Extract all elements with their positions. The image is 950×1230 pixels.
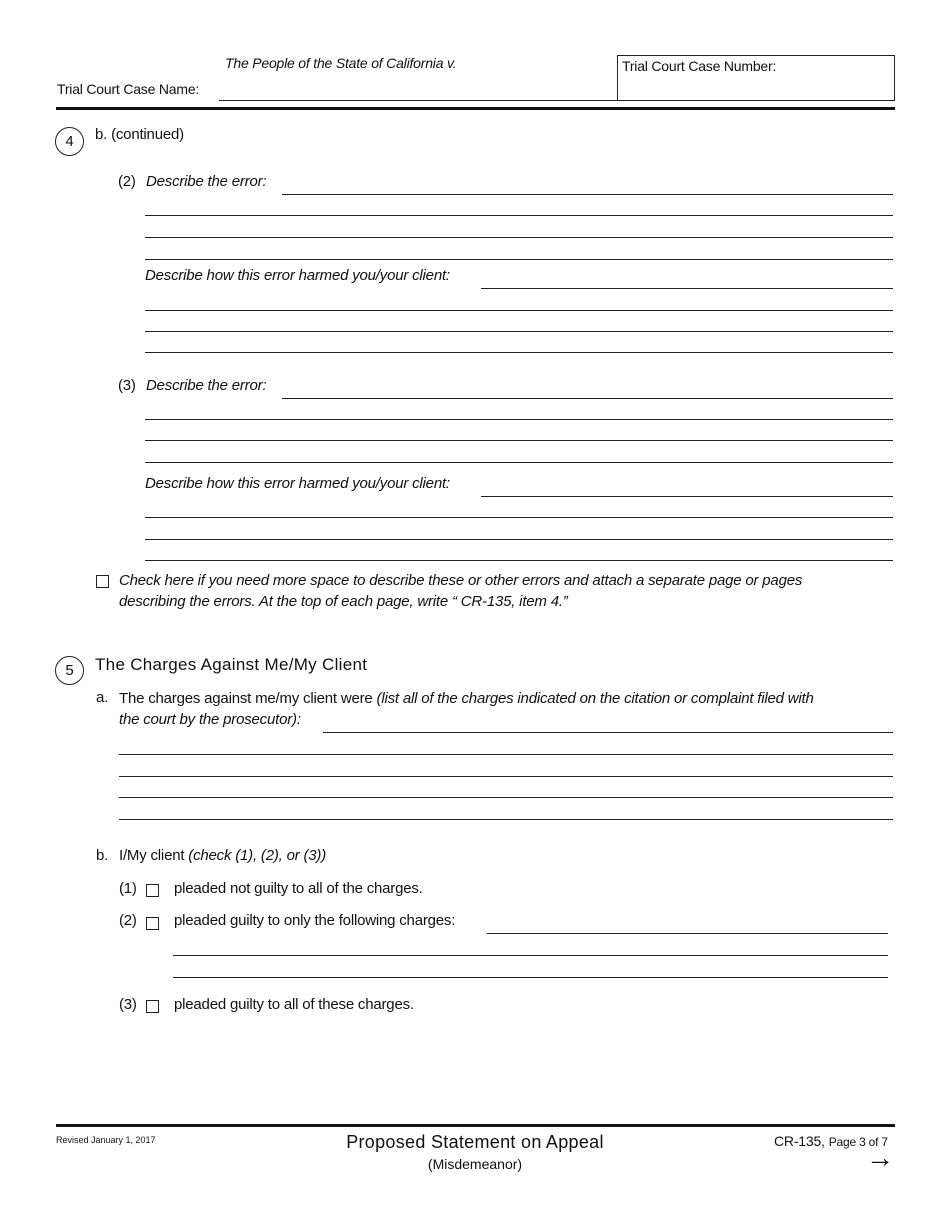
- error-2-describe-line[interactable]: [145, 215, 893, 216]
- charges-line[interactable]: [119, 797, 893, 798]
- error-3-describe-label: Describe the error:: [146, 377, 267, 394]
- more-space-text-line2: describing the errors. At the top of each page, write “ CR-135, item 4.”: [119, 593, 568, 610]
- error-3-harm-line[interactable]: [481, 496, 893, 497]
- case-number-box[interactable]: [617, 55, 895, 101]
- item-4-number: 4: [55, 127, 84, 156]
- form-id: CR-135,: [774, 1133, 825, 1149]
- error-3-harm-line[interactable]: [145, 539, 893, 540]
- error-2-harm-label: Describe how this error harmed you/your client:: [145, 267, 450, 284]
- guilty-charges-line[interactable]: [173, 977, 888, 978]
- item-5b-letter: b.: [96, 847, 109, 864]
- revised-date: Revised January 1, 2017: [56, 1135, 156, 1145]
- item-5a-letter: a.: [96, 689, 109, 706]
- error-3-describe-line[interactable]: [145, 440, 893, 441]
- charges-line[interactable]: [119, 776, 893, 777]
- plea-option-1-checkbox[interactable]: [146, 884, 159, 897]
- item-5-heading: The Charges Against Me/My Client: [95, 655, 368, 674]
- case-name-label: Trial Court Case Name:: [57, 81, 200, 97]
- page-number: Page 3 of 7: [828, 1135, 888, 1149]
- item-5a-text: The charges against me/my client were (list all of the charges indicated on the citation or complaint filed with: [119, 690, 814, 707]
- charges-line[interactable]: [119, 819, 893, 820]
- plea-option-3-label: pleaded guilty to all of these charges.: [174, 996, 414, 1013]
- header-divider: [56, 107, 895, 110]
- error-2-describe-line[interactable]: [145, 237, 893, 238]
- case-number-label: Trial Court Case Number:: [622, 58, 777, 74]
- charges-line[interactable]: [323, 732, 893, 733]
- item-5a-text-cont: the court by the prosecutor):: [119, 711, 301, 728]
- error-2-describe-label: Describe the error:: [146, 173, 267, 190]
- guilty-charges-line[interactable]: [173, 955, 888, 956]
- footer-title: Proposed Statement on Appeal: [346, 1132, 604, 1152]
- error-2-describe-line[interactable]: [282, 194, 893, 195]
- plea-option-2-label: pleaded guilty to only the following charges:: [174, 912, 456, 929]
- plea-option-1-number: (1): [119, 880, 137, 897]
- item-5-number: 5: [55, 656, 84, 685]
- plea-option-1-label: pleaded not guilty to all of the charges.: [174, 880, 423, 897]
- error-2-harm-line[interactable]: [145, 352, 893, 353]
- error-2-harm-line[interactable]: [481, 288, 893, 289]
- error-3-describe-line[interactable]: [145, 419, 893, 420]
- error-3-harm-line[interactable]: [145, 517, 893, 518]
- error-3-describe-line[interactable]: [145, 462, 893, 463]
- item-5b-text: I/My client (check (1), (2), or (3)): [119, 847, 327, 864]
- error-2-harm-line[interactable]: [145, 331, 893, 332]
- error-2-harm-line[interactable]: [145, 310, 893, 311]
- error-2-describe-line[interactable]: [145, 259, 893, 260]
- more-space-checkbox[interactable]: [96, 575, 109, 588]
- plea-option-3-number: (3): [119, 996, 137, 1013]
- charges-line[interactable]: [119, 754, 893, 755]
- footer-subtitle: (Misdemeanor): [427, 1156, 523, 1172]
- guilty-charges-line[interactable]: [487, 933, 888, 934]
- more-space-text-line1: Check here if you need more space to describe these or other errors and attach a separate page or pages: [119, 572, 803, 589]
- plea-option-2-number: (2): [119, 912, 137, 929]
- item-4b-continued-label: b. (continued): [95, 126, 184, 143]
- footer-divider: [56, 1124, 895, 1127]
- case-name-field[interactable]: [219, 100, 617, 101]
- error-3-describe-line[interactable]: [282, 398, 893, 399]
- error-2-number: (2): [118, 173, 136, 190]
- next-page-arrow-icon: →: [866, 1142, 894, 1173]
- error-3-harm-label: Describe how this error harmed you/your client:: [145, 475, 450, 492]
- error-3-harm-line[interactable]: [145, 560, 893, 561]
- error-3-number: (3): [118, 377, 136, 394]
- plea-option-3-checkbox[interactable]: [146, 1000, 159, 1013]
- people-caption: The People of the State of California v.: [225, 55, 457, 71]
- plea-option-2-checkbox[interactable]: [146, 917, 159, 930]
